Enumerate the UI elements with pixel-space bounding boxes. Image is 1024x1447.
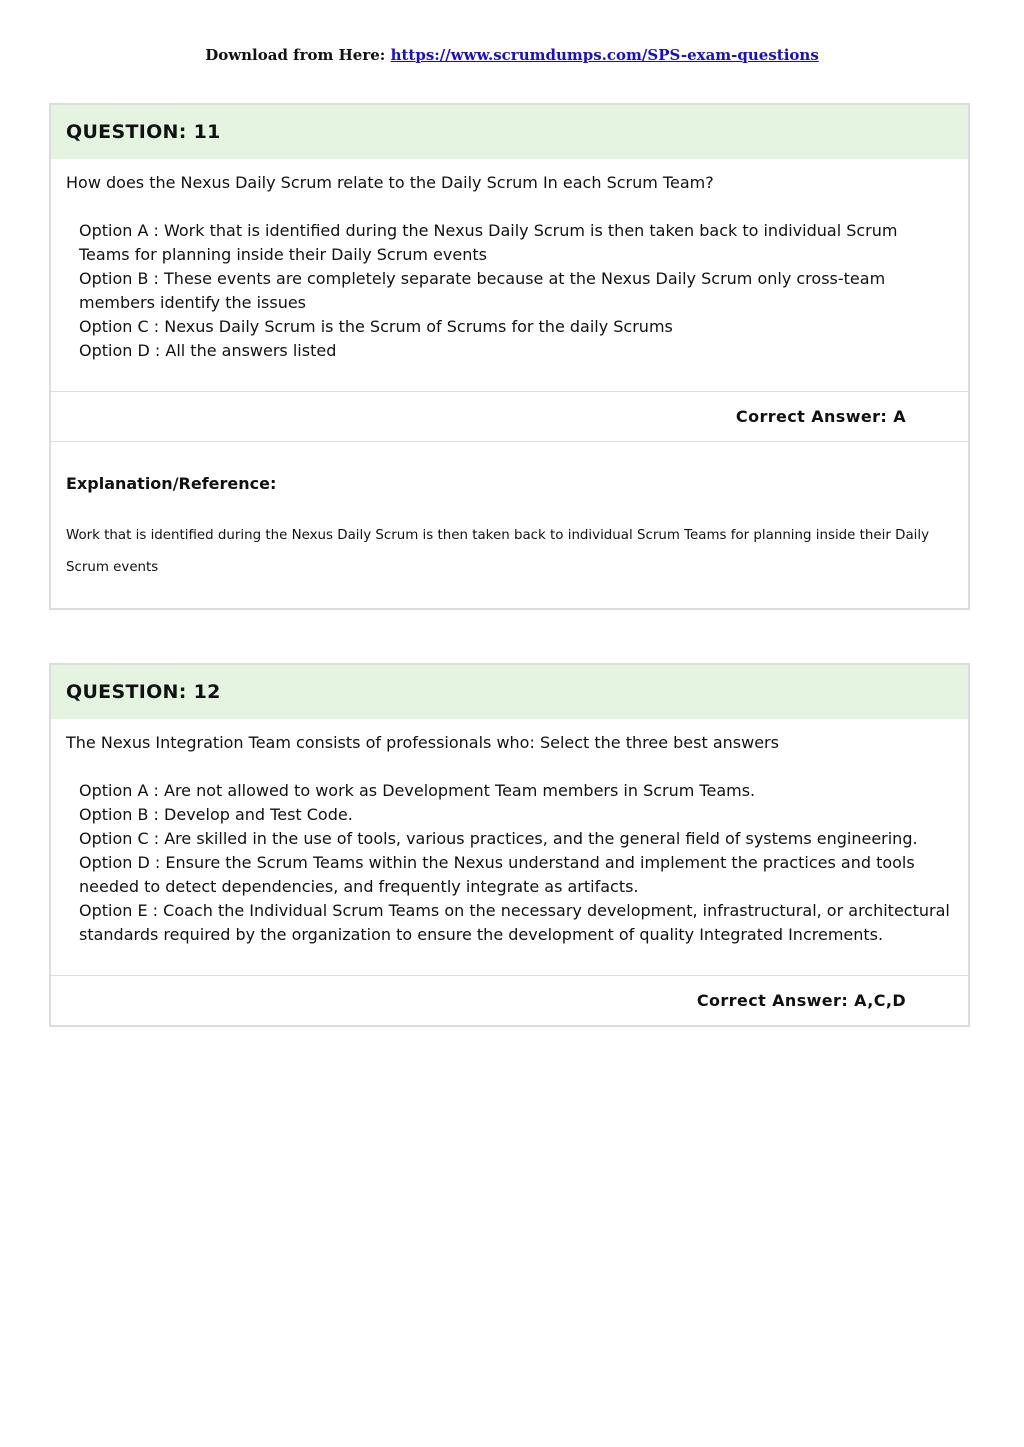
question-body	[51, 159, 968, 391]
option-a: Option A : Are not allowed to work as Development Team members in Scrum Teams.	[79, 781, 756, 800]
question-text: How does the Nexus Daily Scrum relate to the Daily Scrum In each Scrum Team?	[66, 173, 714, 192]
question-card-11	[49, 103, 970, 610]
option-b: Option B : These events are completely separate because at the Nexus Daily Scrum only cross-team members identify the issues	[79, 269, 886, 312]
question-body	[51, 719, 968, 975]
correct-answer	[51, 975, 968, 1025]
option-list	[66, 219, 953, 363]
question-number: 12	[193, 681, 221, 703]
correct-answer-label: Correct Answer:	[696, 991, 849, 1010]
question-header	[51, 105, 968, 159]
explanation-section	[51, 441, 968, 608]
correct-answer-value: A	[893, 407, 906, 426]
option-c: Option C : Nexus Daily Scrum is the Scrum of Scrums for the daily Scrums	[79, 317, 673, 336]
option-d: Option D : All the answers listed	[79, 341, 337, 360]
download-prefix: Download from Here:	[205, 46, 386, 64]
correct-answer-label: Correct Answer:	[735, 407, 888, 426]
option-list	[66, 779, 953, 947]
option-a: Option A : Work that is identified during the Nexus Daily Scrum is then taken back to individual Scrum Teams for planning inside their Daily Scrum events	[79, 221, 898, 264]
correct-answer	[51, 391, 968, 441]
download-header	[0, 44, 1024, 66]
explanation-text: Work that is identified during the Nexus Daily Scrum is then taken back to individual Scrum Teams for planning inside their Daily Scrum events	[66, 528, 930, 575]
option-c: Option C : Are skilled in the use of tools, various practices, and the general field of systems engineering.	[79, 829, 918, 848]
download-link[interactable]: https://www.scrumdumps.com/SPS-exam-questions	[390, 46, 819, 64]
explanation-title: Explanation/Reference:	[66, 474, 277, 493]
question-card-12	[49, 663, 970, 1027]
option-d: Option D : Ensure the Scrum Teams within the Nexus understand and implement the practices and tools needed to detect dependencies, and frequently integrate as artifacts.	[79, 853, 915, 896]
question-label: QUESTION:	[66, 121, 187, 143]
correct-answer-value: A,C,D	[854, 991, 906, 1010]
question-text: The Nexus Integration Team consists of professionals who: Select the three best answers	[66, 733, 779, 752]
option-b: Option B : Develop and Test Code.	[79, 805, 353, 824]
option-e: Option E : Coach the Individual Scrum Teams on the necessary development, infrastructural, or architectural standards required by the organization to ensure the development of quality Integrated Increments.	[79, 901, 950, 944]
question-number: 11	[193, 121, 221, 143]
question-label: QUESTION:	[66, 681, 187, 703]
question-header	[51, 665, 968, 719]
